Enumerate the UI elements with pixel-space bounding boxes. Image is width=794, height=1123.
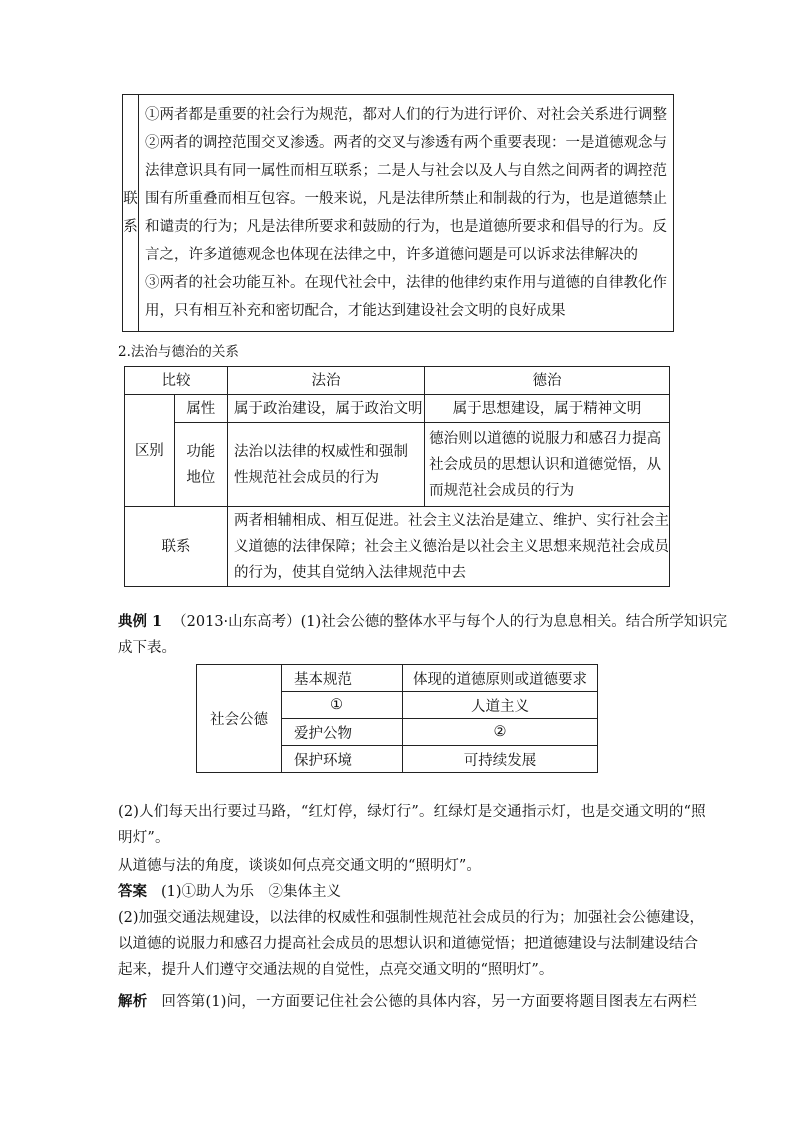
table3-cell: 保护环境 bbox=[282, 746, 403, 773]
analysis-text: 回答第(1)问，一方面要记住社会公德的具体内容，另一方面要将题目图表左右两栏 bbox=[161, 994, 698, 1010]
example-text: （2013·山东高考）(1)社会公德的整体水平与每个人的行为息息相关。结合所学知识完 bbox=[172, 614, 728, 630]
func-dezhi-line: 社会成员的思想认识和道德觉悟，从 bbox=[429, 456, 662, 473]
relation-line: 法律意识具有同一属性而相互联系；二是人与社会以及人与自然之间两者的调控范 bbox=[145, 163, 667, 179]
table3-cell: 爱护公物 bbox=[282, 719, 403, 746]
relation-content-cell bbox=[139, 95, 674, 332]
example-line-2: 成下表。 bbox=[118, 640, 176, 656]
answer-line: 以道德的说服力和感召力提高社会成员的思想认识和道德觉悟；把道德建设与法制建设结合 bbox=[118, 936, 698, 952]
relation-line: ①两者都是重要的社会行为规范，都对人们的行为进行评价、对社会关系进行调整 bbox=[145, 107, 667, 123]
relation-table bbox=[122, 94, 674, 332]
table3-cell: ② bbox=[403, 719, 598, 746]
diff-label: 区别 bbox=[125, 395, 175, 507]
analysis-label: 解析 bbox=[118, 993, 148, 1010]
question2-line: 从道德与法的角度，谈谈如何点亮交通文明的“照明灯”。 bbox=[118, 858, 481, 874]
answer-part1: (1)①助人为乐 ②集体主义 bbox=[161, 884, 342, 900]
table3-cell: 可持续发展 bbox=[403, 746, 598, 773]
analysis-line bbox=[118, 990, 697, 1014]
answer-line: 起来，提升人们遵守交通法规的自觉性，点亮交通文明的“照明灯”。 bbox=[118, 962, 554, 978]
link-line: 的行为，使其自觉纳入法律规范中去 bbox=[233, 564, 466, 581]
header-dezhi: 德治 bbox=[425, 367, 670, 395]
relation-line: ②两者的调控范围交叉渗透。两者的交叉与渗透有两个重要表现：一是道德观念与 bbox=[145, 135, 667, 151]
func-fazhi bbox=[227, 423, 424, 507]
relation-label: 联系 bbox=[123, 191, 138, 235]
example-line-1 bbox=[118, 610, 727, 634]
relation-line: 围有所重叠而相互包容。一般来说，凡是法律所禁止和制裁的行为，也是道德禁止 bbox=[145, 191, 667, 207]
func-label-2: 地位 bbox=[186, 469, 216, 486]
relation-label-cell bbox=[123, 95, 139, 332]
answer-line: (2)加强交通法规建设，以法律的权威性和强制性规范社会成员的行为；加强社会公德建设， bbox=[118, 910, 705, 926]
attr-fazhi: 属于政治建设，属于政治文明 bbox=[227, 395, 424, 423]
relation-line: 言之，许多道德观念也体现在法律之中，许多道德问题是可以诉求法律解决的 bbox=[145, 247, 638, 263]
question2-line: (2)人们每天出行要过马路，“红灯停，绿灯行”。红绿灯是交通指示灯，也是交通文明的“照 bbox=[118, 804, 706, 820]
link-content bbox=[227, 507, 669, 587]
table3-header-1: 基本规范 bbox=[282, 665, 403, 692]
answer-label: 答案 bbox=[118, 883, 147, 900]
attr-dezhi: 属于思想建设，属于精神文明 bbox=[425, 395, 670, 423]
example-label: 典例 1 bbox=[118, 613, 163, 630]
table3-cell: 人道主义 bbox=[403, 692, 598, 719]
attr-label: 属性 bbox=[174, 395, 227, 423]
relation-line: 和谴责的行为；凡是法律所要求和鼓励的行为，也是道德所要求和倡导的行为。反 bbox=[145, 219, 667, 235]
func-label bbox=[174, 423, 227, 507]
rule-comparison-table bbox=[124, 366, 670, 587]
table3-header-2: 体现的道德原则或道德要求 bbox=[403, 665, 598, 692]
social-morality-label: 社会公德 bbox=[197, 665, 282, 773]
link-line: 义道德的法律保障；社会主义德治是以社会主义思想来规范社会成员 bbox=[233, 538, 669, 555]
header-fazhi: 法治 bbox=[227, 367, 424, 395]
table3-cell: ① bbox=[282, 692, 403, 719]
relation-line: 用，只有相互补充和密切配合，才能达到建设社会文明的良好成果 bbox=[145, 303, 566, 319]
func-label-1: 功能 bbox=[186, 443, 216, 460]
relation-line: ③两者的社会功能互补。在现代社会中，法律的他律约束作用与道德的自律教化作 bbox=[145, 275, 667, 291]
func-dezhi-line: 而规范社会成员的行为 bbox=[429, 482, 575, 499]
func-fazhi-line: 性规范社会成员的行为 bbox=[233, 469, 379, 486]
section2-title: 2.法治与德治的关系 bbox=[118, 344, 239, 360]
link-line: 两者相辅相成、相互促进。社会主义法治是建立、维护、实行社会主 bbox=[233, 512, 669, 529]
func-dezhi-line: 德治则以道德的说服力和感召力提高 bbox=[429, 430, 662, 447]
question2-line: 明灯”。 bbox=[118, 830, 170, 846]
answer-line-1 bbox=[118, 880, 341, 904]
header-compare: 比较 bbox=[125, 367, 228, 395]
func-dezhi bbox=[425, 423, 670, 507]
func-fazhi-line: 法治以法律的权威性和强制 bbox=[233, 443, 408, 460]
social-morality-table bbox=[196, 664, 598, 773]
link-label: 联系 bbox=[125, 507, 228, 587]
